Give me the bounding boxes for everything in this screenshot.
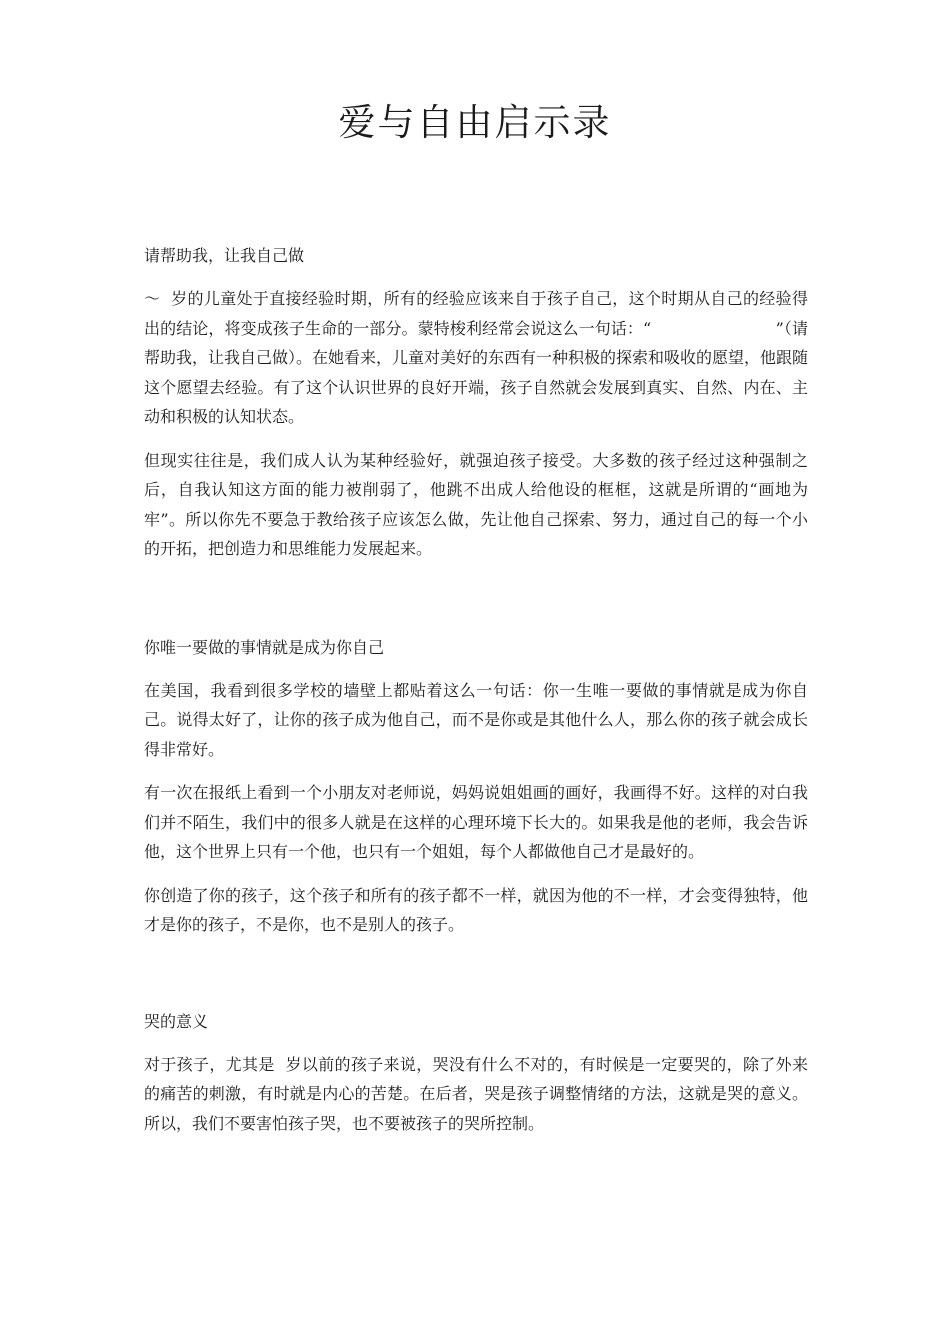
section-heading: 请帮助我，让我自己做: [144, 246, 305, 265]
document-body: [144, 242, 808, 1138]
paragraph: 对于孩子，尤其是 岁以前的孩子来说，哭没有什么不对的，有时候是一定要哭的，除了外来的痛苦的刺激，有时就是内心的苦楚。在后者，哭是孩子调整情绪的方法，这就是哭的意义。所以，我们不要害怕孩子哭，也不要被孩子的哭所控制。: [144, 1054, 808, 1133]
paragraph: 你创造了你的孩子，这个孩子和所有的孩子都不一样，就因为他的不一样，才会变得独特，他才是你的孩子，不是你，也不是别人的孩子。: [144, 885, 808, 934]
paragraph: 但现实往往是，我们成人认为某种经验好，就强迫孩子接受。大多数的孩子经过这种强制之后，自我认知这方面的能力被削弱了，他跳不出成人给他设的框框，这就是所谓的“画地为牢”。所以你先不要急于教给孩子应该怎么做，先让他自己探索、努力，通过自己的每一个小的开拓，把创造力和思维能力发展起来。: [144, 450, 808, 558]
section-help-me-do-it-myself: [144, 242, 808, 564]
section-heading: 你唯一要做的事情就是成为你自己: [144, 637, 385, 657]
section-meaning-of-crying: [144, 1008, 808, 1139]
section-heading: 哭的意义: [144, 1011, 209, 1031]
section-be-yourself: [144, 634, 808, 940]
paragraph: 有一次在报纸上看到一个小朋友对老师说，妈妈说姐姐画的画好，我画得不好。这样的对白我们并不陌生，我们中的很多人就是在这样的心理环境下长大的。如果我是他的老师，我会告诉他，这个世界上只有一个他，也只有一个姐姐，每个人都做他自己才是最好的。: [144, 783, 808, 861]
document-title: 爱与自由启示录: [338, 101, 612, 144]
paragraph: 在美国，我看到很多学校的墙壁上都贴着这么一句话：你一生唯一要做的事情就是成为你自己。说得太好了，让你的孩子成为他自己，而不是你或是其他什么人，那么你的孩子就会成长得非常好。: [144, 680, 808, 759]
paragraph: ～ 岁的儿童处于直接经验时期，所有的经验应该来自于孩子自己，这个时期从自己的经验得出的结论，将变成孩子生命的一部分。蒙特梭利经常会说这么一句话：“ ”（请帮助我，让我自己做）。在她看来，儿童对美好的东西有一种积极的探索和吸收的愿望，他跟随这个愿望去经验。有了这个认识世界的良好开端，孩子自然就会发展到真实、自然、内在、主动和积极的认知状态。: [144, 289, 809, 426]
